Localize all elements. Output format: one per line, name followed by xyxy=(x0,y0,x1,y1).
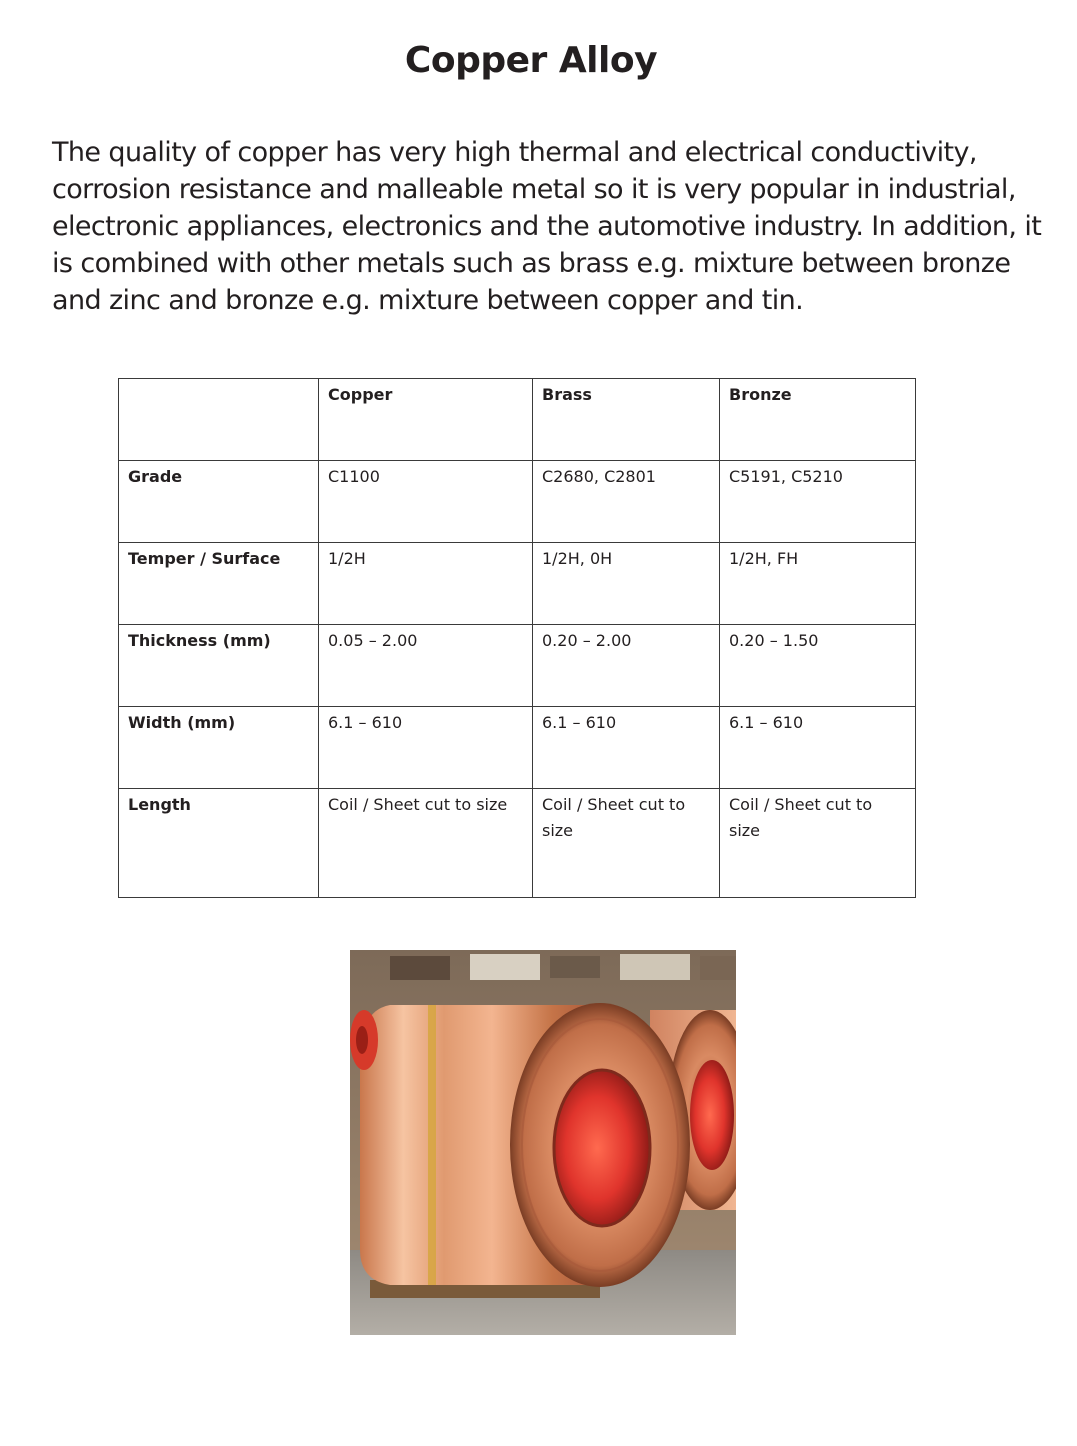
table-cell: Coil / Sheet cut to size xyxy=(720,789,916,898)
table-header-cell: Brass xyxy=(533,379,720,461)
table-cell: 6.1 – 610 xyxy=(319,707,533,789)
page-title: Copper Alloy xyxy=(404,40,658,81)
row-label: Width (mm) xyxy=(119,707,319,789)
table-cell: C1100 xyxy=(319,461,533,543)
table-cell: 0.20 – 1.50 xyxy=(720,625,916,707)
row-label: Grade xyxy=(119,461,319,543)
table-cell: 6.1 – 610 xyxy=(533,707,720,789)
table-cell: C2680, C2801 xyxy=(533,461,720,543)
table-cell: 1/2H xyxy=(319,543,533,625)
table-row xyxy=(119,543,916,625)
table-row xyxy=(119,625,916,707)
left-red-spool xyxy=(350,1010,378,1070)
background-windows xyxy=(390,954,736,980)
table-header-cell xyxy=(119,379,319,461)
main-coil xyxy=(360,1003,690,1287)
table-row xyxy=(119,789,916,898)
row-label: Length xyxy=(119,789,319,898)
table-row xyxy=(119,461,916,543)
copper-coil-photo xyxy=(350,950,736,1335)
alloy-spec-table xyxy=(118,378,916,898)
intro-paragraph: The quality of copper has very high thermal and electrical conductivity, corrosion resistance and malleable metal so it is very popular in industrial, electronic appliances, electronics and the automotive industry. In addition, it is combined with other metals such as brass e.g. mixture between bronze and zinc and bronze e.g. mixture between copper and tin. xyxy=(52,137,1042,316)
table-cell: 0.05 – 2.00 xyxy=(319,625,533,707)
table-cell: 0.20 – 2.00 xyxy=(533,625,720,707)
table-cell: 6.1 – 610 xyxy=(720,707,916,789)
table-row xyxy=(119,707,916,789)
table-header-row xyxy=(119,379,916,461)
row-label: Thickness (mm) xyxy=(119,625,319,707)
table-cell: 1/2H, 0H xyxy=(533,543,720,625)
row-label: Temper / Surface xyxy=(119,543,319,625)
table-cell: Coil / Sheet cut to size xyxy=(533,789,720,898)
table-header-cell: Bronze xyxy=(720,379,916,461)
table-header-cell: Copper xyxy=(319,379,533,461)
table-cell: 1/2H, FH xyxy=(720,543,916,625)
table-cell: C5191, C5210 xyxy=(720,461,916,543)
table-cell: Coil / Sheet cut to size xyxy=(319,789,533,898)
